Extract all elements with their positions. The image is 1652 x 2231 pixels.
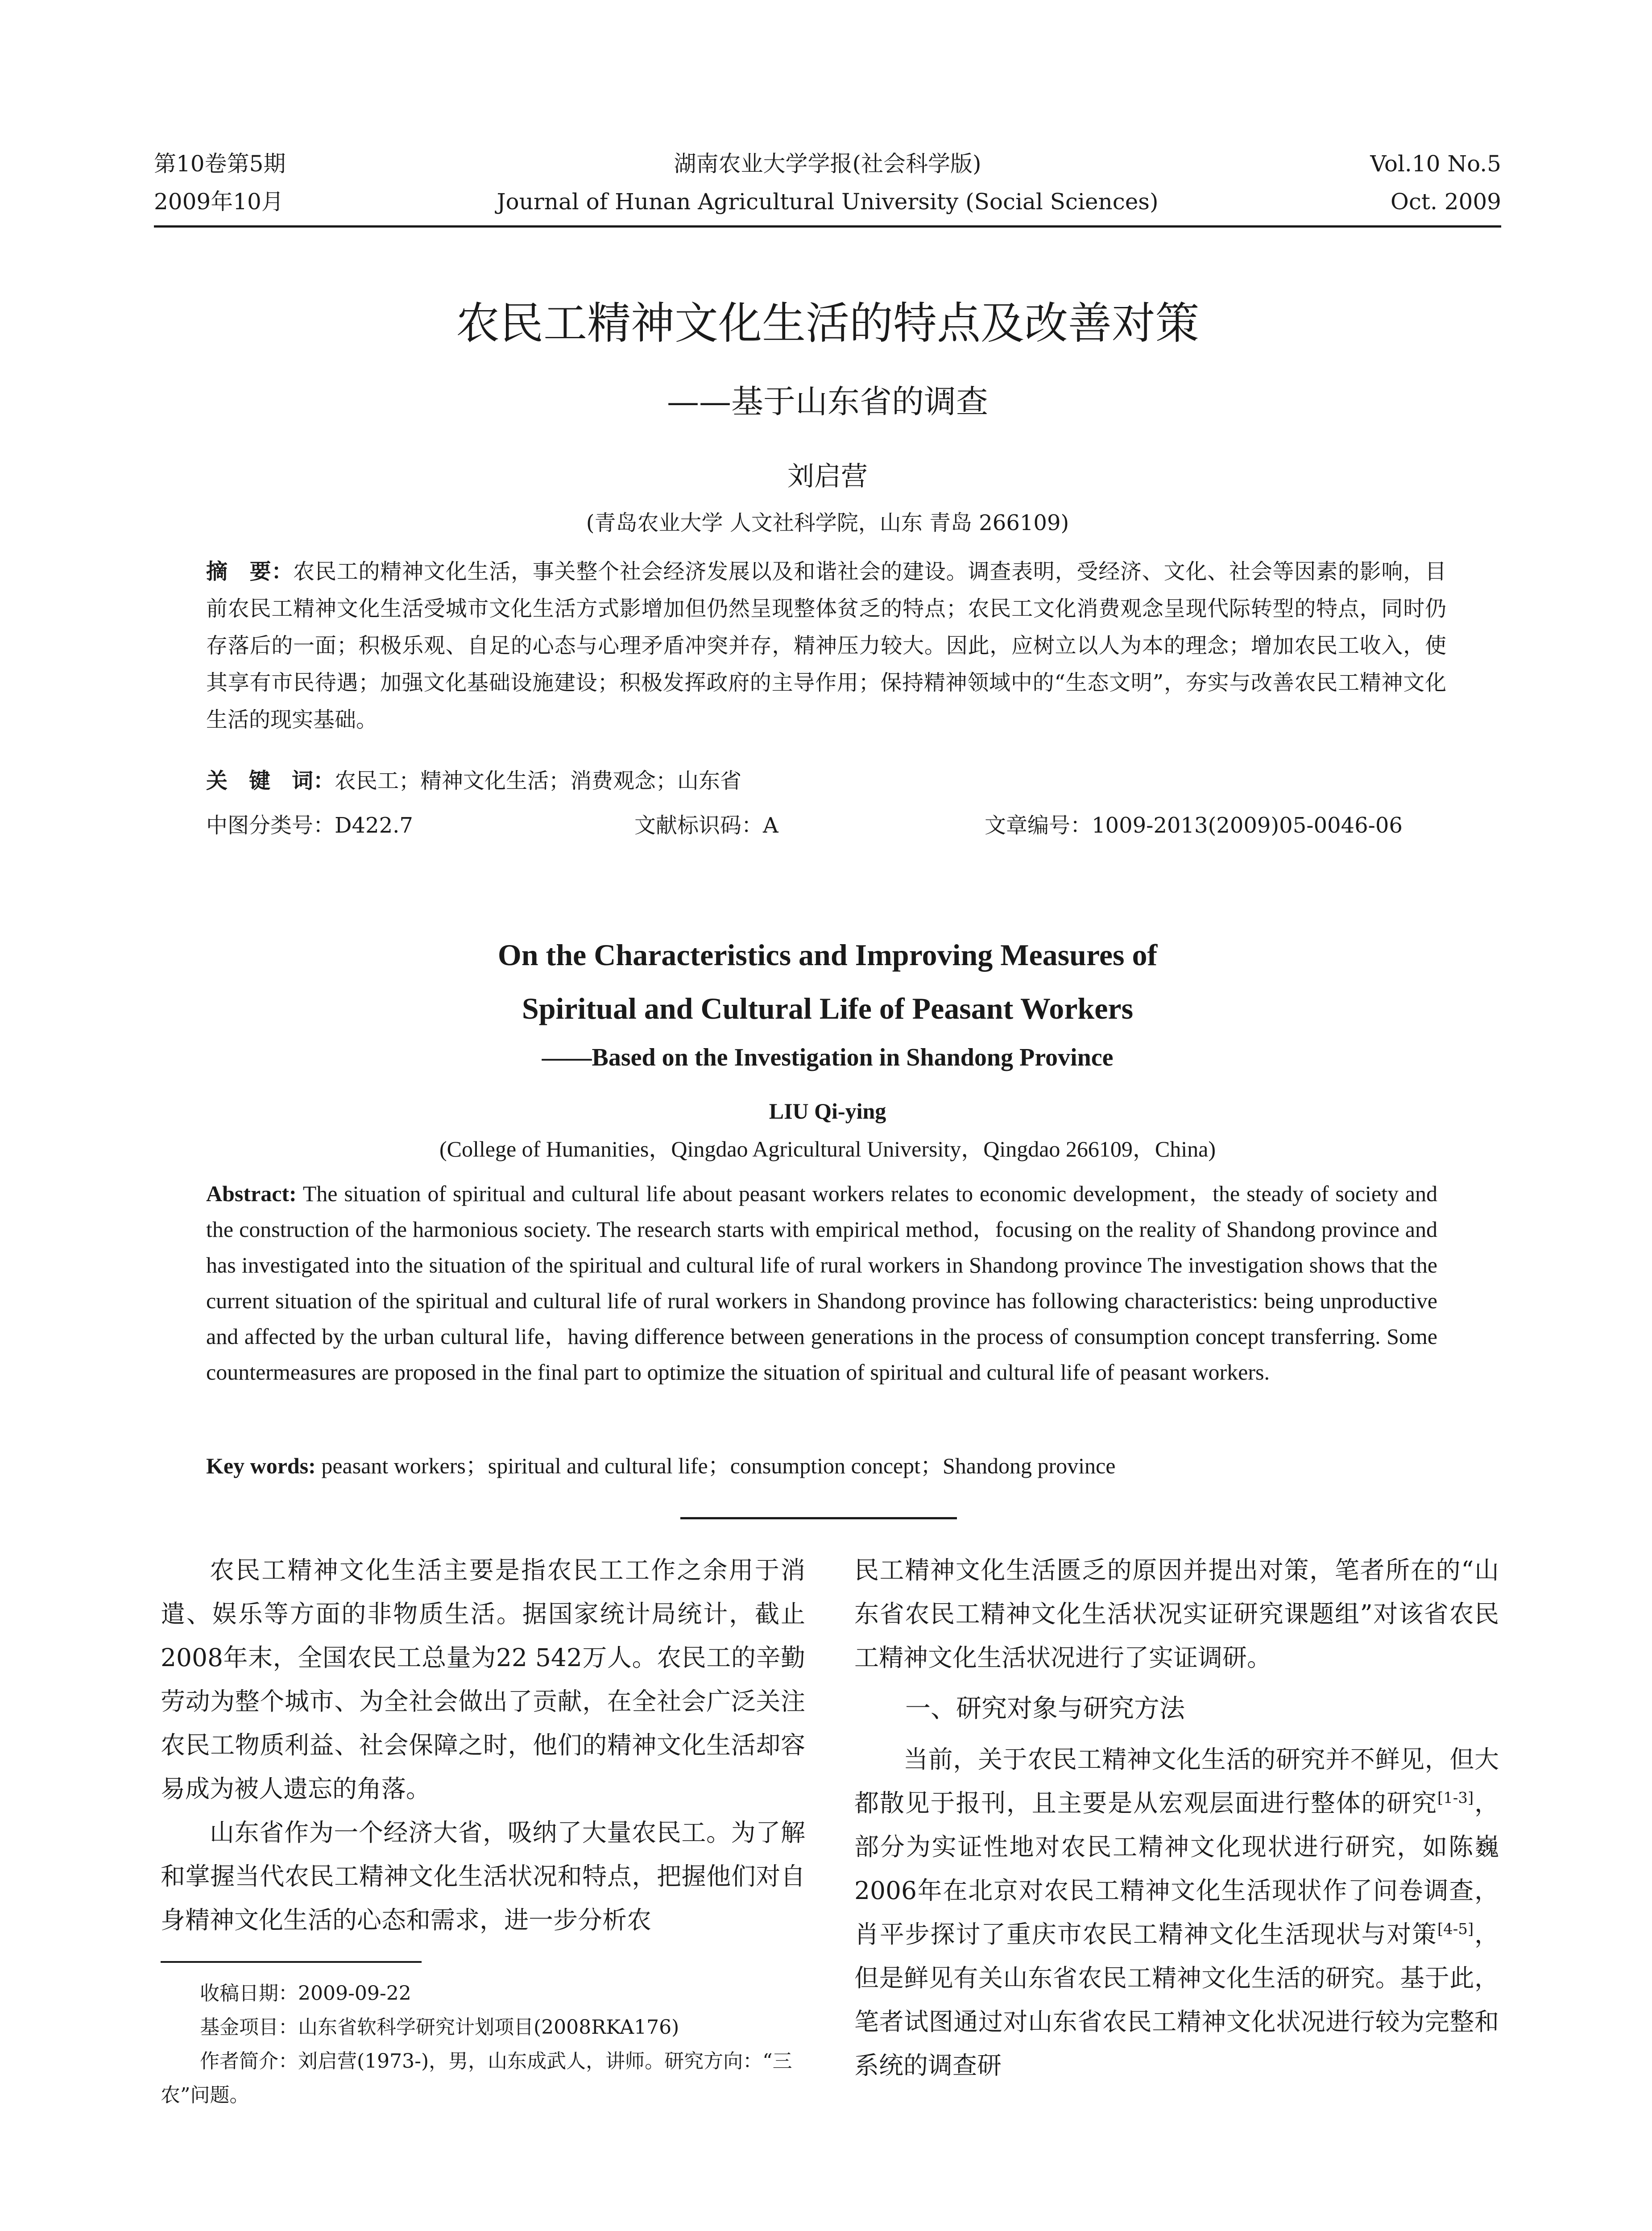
footnote-fund: 基金项目：山东省软科学研究计划项目(2008RKA176) — [200, 2016, 679, 2039]
header-rule — [154, 225, 1501, 228]
section-divider — [680, 1517, 957, 1519]
body-paragraph: 当前，关于农民工精神文化生活的研究并不鲜见，但大都散见于报刊，且主要是从宏观层面进行整体的研究[1-3]，部分为实证性地对农民工精神文化现状进行研究，如陈巍2006年在北京对农民工精神文化生活现状作了问卷调查，肖平步探讨了重庆市农民工精神文化生活现状与对策[4-5]，但是鲜见有关山东省农民工精神文化生活的研究。基于此，笔者试图通过对山东省农民工精神文化状况进行较为完整和系统的调查研 — [854, 1745, 1499, 2080]
section-heading: 一、研究对象与研究方法 — [905, 1694, 1185, 1723]
citation-ref: [1-3] — [1437, 1789, 1474, 1807]
cn-affiliation: (青岛农业大学 人文社科学院，山东 青岛 266109) — [586, 510, 1069, 535]
en-abstract — [206, 1176, 1437, 1390]
document-code: 文献标识码：A — [634, 813, 778, 838]
footnote-received: 收稿日期：2009-09-22 — [200, 1982, 411, 2005]
en-title — [154, 928, 1501, 1035]
clc-number: 中图分类号：D422.7 — [206, 813, 413, 838]
en-author: LIU Qi-ying — [769, 1099, 886, 1124]
en-keywords-label: Key words: — [206, 1453, 316, 1478]
cn-keywords-text: 农民工；精神文化生活；消费观念；山东省 — [335, 768, 742, 793]
cn-subtitle: ——基于山东省的调查 — [667, 383, 988, 420]
en-subtitle: ——Based on the Investigation in Shandong Province — [542, 1044, 1114, 1071]
cn-abstract-label: 摘 要： — [206, 559, 294, 584]
cn-abstract — [206, 553, 1446, 738]
header-journal-cn: 湖南农业大学学报(社会科学版) — [674, 151, 981, 177]
en-title-line1: On the Characteristics and Improving Measures of — [497, 938, 1158, 972]
header-volume-cn: 第10卷第5期 — [154, 151, 286, 177]
article-number: 文章编号：1009-2013(2009)05-0046-06 — [985, 813, 1403, 838]
en-title-line2: Spiritual and Cultural Life of Peasant Workers — [522, 991, 1134, 1025]
en-affiliation: (College of Humanities，Qingdao Agricultural University，Qingdao 266109，China) — [439, 1136, 1216, 1161]
footnote-author-bio: 作者简介：刘启营(1973-)，男，山东成武人，讲师。研究方向：“三农”问题。 — [161, 2050, 792, 2107]
cn-keywords — [206, 763, 1446, 799]
cn-keywords-label: 关 键 词： — [206, 768, 335, 793]
cn-abstract-text: 农民工的精神文化生活，事关整个社会经济发展以及和谐社会的建设。调查表明，受经济、文化、社会等因素的影响，目前农民工精神文化生活受城市文化生活方式影增加但仍然呈现整体贫乏的特点；农民工文化消费观念呈现代际转型的特点，同时仍存落后的一面；积极乐观、自足的心态与心理矛盾冲突并存，精神压力较大。因此，应树立以人为本的理念；增加农民工收入，使其享有市民待遇；加强文化基础设施建设；积极发挥政府的主导作用；保持精神领域中的“生态文明”，夯实与改善农民工精神文化生活的现实基础。 — [206, 559, 1446, 732]
en-keywords-text: peasant workers；spiritual and cultural life；consumption concept；Shandong province — [321, 1453, 1116, 1478]
header-volume-en: Vol.10 No.5 — [1370, 151, 1501, 177]
body-paragraph: 农民工精神文化生活主要是指农民工工作之余用于消遣、娱乐等方面的非物质生活。据国家统计局统计，截止2008年末，全国农民工总量为22 542万人。农民工的辛勤劳动为整个城市、为全社会做出了贡献，在全社会广泛关注农民工物质利益、社会保障之时，他们的精神文化生活却容易成为被人遗忘的角落。 — [161, 1556, 805, 1803]
cn-title: 农民工精神文化生活的特点及改善对策 — [455, 298, 1199, 349]
en-keywords — [206, 1448, 1437, 1484]
footnotes — [161, 1977, 805, 2112]
header-journal-en: Journal of Hunan Agricultural University (Social Sciences) — [497, 189, 1159, 215]
en-abstract-text: The situation of spiritual and cultural life about peasant workers relates to economic development，the steady of society and the construction of the harmonious society. The research starts with empirical method，focusing on the reality of Shandong province and has investigated into the situation of the spiritual and cultural life of rural workers in Shandong province The investigation shows that the current situation of the spiritual and cultural life of rural workers in Shandong province has following characteristics: being unproductive and affected by the urban cultural life，having difference between generations in the process of consumption concept transferring. Some countermeasures are proposed in the final part to optimize the situation of spiritual and cultural life of peasant workers. — [206, 1181, 1437, 1385]
cn-author: 刘启营 — [787, 461, 868, 492]
body-paragraph: 民工精神文化生活匮乏的原因并提出对策，笔者所在的“山东省农民工精神文化生活状况实证研究课题组”对该省农民工精神文化生活状况进行了实证调研。 — [854, 1556, 1499, 1672]
body-left-column — [161, 1548, 805, 1942]
header-date-cn: 2009年10月 — [154, 189, 284, 215]
citation-ref: [4-5] — [1437, 1920, 1474, 1938]
en-abstract-label: Abstract: — [206, 1181, 297, 1206]
body-paragraph: 山东省作为一个经济大省，吸纳了大量农民工。为了解和掌握当代农民工精神文化生活状况和特点，把握他们对自身精神文化生活的心态和需求，进一步分析农 — [161, 1818, 805, 1934]
footnote-rule — [161, 1961, 422, 1963]
body-right-column — [854, 1548, 1499, 2087]
header-date-en: Oct. 2009 — [1390, 189, 1501, 215]
